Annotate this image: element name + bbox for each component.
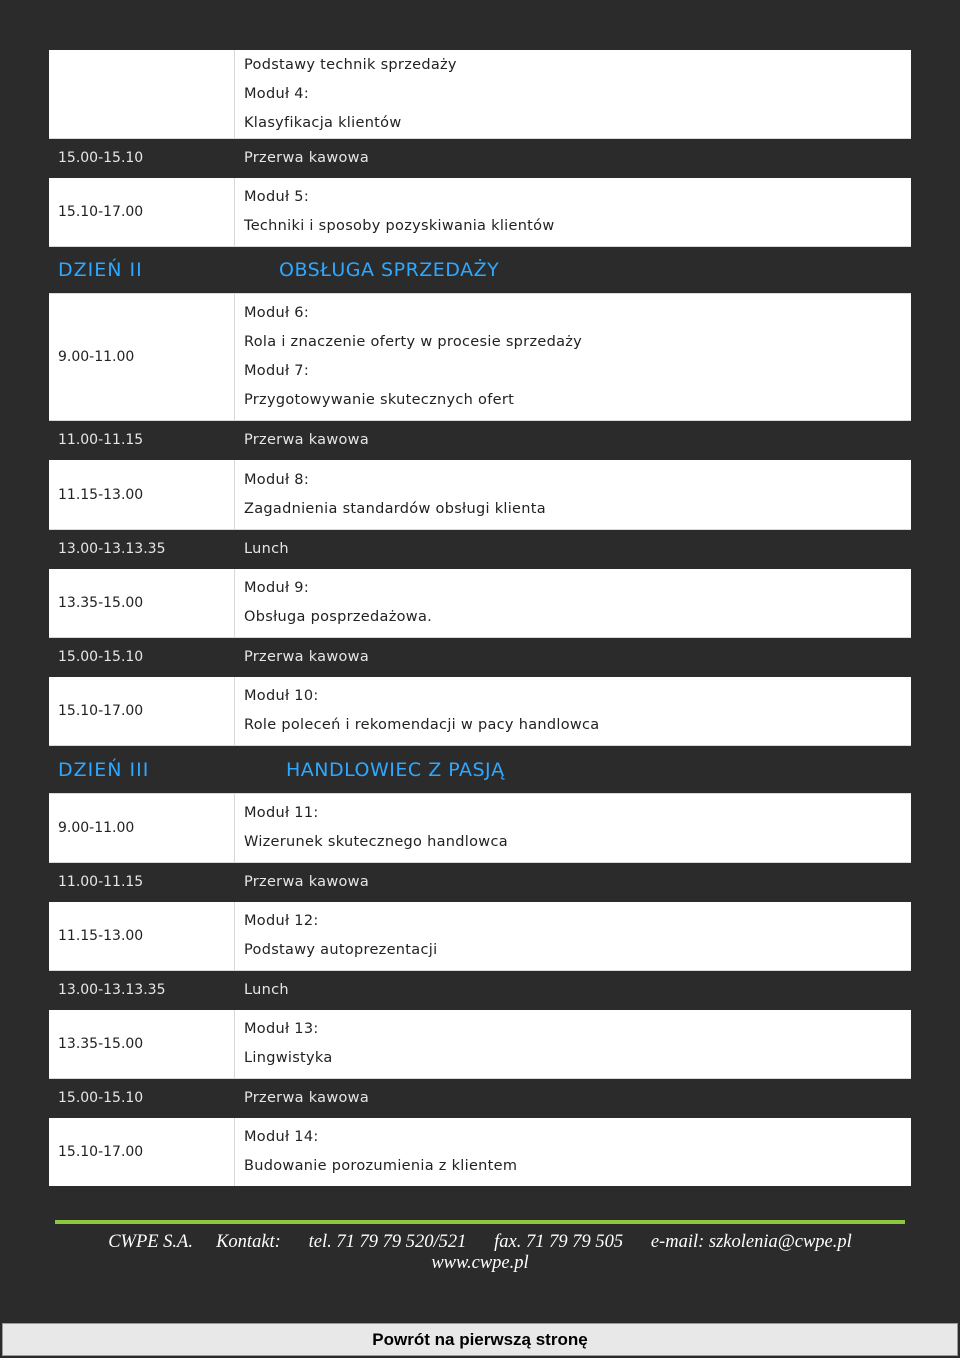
session-cell bbox=[235, 460, 911, 529]
session-cell bbox=[235, 863, 911, 901]
footer bbox=[0, 1232, 960, 1274]
day-label: DZIEŃ II bbox=[58, 259, 143, 281]
break-row bbox=[49, 530, 911, 569]
session-row bbox=[49, 460, 911, 530]
time-cell: 15.10-17.00 bbox=[49, 178, 235, 246]
session-cell bbox=[235, 971, 911, 1009]
footer-company: CWPE S.A. bbox=[108, 1232, 193, 1252]
session-line: Moduł 4: bbox=[244, 85, 310, 102]
home-link-button[interactable]: Powrót na pierwszą stronę bbox=[2, 1323, 958, 1356]
session-row bbox=[49, 50, 911, 139]
session-cell bbox=[235, 294, 911, 420]
session-cell bbox=[235, 677, 911, 745]
session-line: Klasyfikacja klientów bbox=[244, 114, 402, 131]
session-line: Moduł 7: bbox=[244, 363, 310, 379]
session-line: Podstawy technik sprzedaży bbox=[244, 56, 457, 73]
session-cell bbox=[235, 794, 911, 862]
time-cell: 9.00-11.00 bbox=[49, 294, 235, 420]
session-line: Obsługa posprzedażowa. bbox=[244, 609, 433, 625]
footer-divider bbox=[55, 1220, 905, 1224]
time-cell: 15.00-15.10 bbox=[58, 150, 144, 166]
footer-contact-label: Kontakt: bbox=[216, 1232, 281, 1252]
break-row bbox=[49, 139, 911, 178]
time-cell: 13.00-13.13.35 bbox=[58, 541, 166, 557]
session-line: Moduł 8: bbox=[244, 471, 310, 488]
time-cell: 9.00-11.00 bbox=[49, 794, 235, 862]
break-label: Przerwa kawowa bbox=[244, 648, 370, 665]
session-row bbox=[49, 794, 911, 863]
session-cell bbox=[235, 178, 911, 246]
session-line: Przygotowywanie skutecznych ofert bbox=[244, 392, 515, 408]
session-line: Moduł 10: bbox=[244, 688, 319, 704]
break-label: Przerwa kawowa bbox=[244, 149, 370, 166]
day-title: OBSŁUGA SPRZEDAŻY bbox=[279, 259, 500, 281]
session-line: Moduł 5: bbox=[244, 189, 310, 205]
footer-fax: fax. 71 79 79 505 bbox=[494, 1232, 624, 1252]
break-row bbox=[49, 638, 911, 677]
day-title: HANDLOWIEC Z PASJĄ bbox=[286, 758, 505, 781]
session-cell bbox=[235, 50, 911, 138]
session-line: Zagadnienia standardów obsługi klienta bbox=[244, 500, 546, 517]
session-line: Wizerunek skutecznego handlowca bbox=[244, 834, 508, 850]
session-cell bbox=[235, 421, 911, 459]
time-cell: 15.10-17.00 bbox=[49, 1118, 235, 1186]
time-cell: 11.00-11.15 bbox=[58, 874, 144, 890]
session-line: Moduł 9: bbox=[244, 580, 310, 596]
break-row bbox=[49, 1079, 911, 1118]
time-cell: 13.35-15.00 bbox=[49, 1010, 235, 1078]
session-cell bbox=[235, 1010, 911, 1078]
time-cell bbox=[49, 50, 235, 138]
session-row bbox=[49, 902, 911, 971]
break-label: Przerwa kawowa bbox=[244, 1089, 370, 1106]
time-cell: 15.10-17.00 bbox=[49, 677, 235, 745]
day-header-row bbox=[49, 247, 911, 294]
time-cell: 13.00-13.13.35 bbox=[58, 982, 166, 998]
break-row bbox=[49, 863, 911, 902]
time-cell: 15.00-15.10 bbox=[58, 649, 144, 665]
time-cell: 11.15-13.00 bbox=[49, 902, 235, 970]
time-cell: 13.35-15.00 bbox=[49, 569, 235, 637]
time-cell: 11.00-11.15 bbox=[58, 432, 144, 448]
break-row bbox=[49, 421, 911, 460]
session-line: Role poleceń i rekomendacji w pacy handlowca bbox=[244, 717, 600, 733]
time-cell: 15.00-15.10 bbox=[58, 1090, 144, 1106]
session-row bbox=[49, 178, 911, 247]
session-cell bbox=[235, 569, 911, 637]
session-line: Lingwistyka bbox=[244, 1050, 333, 1066]
session-line: Moduł 11: bbox=[244, 805, 319, 821]
session-line: Moduł 13: bbox=[244, 1021, 319, 1037]
session-cell bbox=[235, 902, 911, 970]
footer-tel: tel. 71 79 79 520/521 bbox=[308, 1232, 467, 1252]
session-row bbox=[49, 677, 911, 746]
schedule-table bbox=[49, 50, 911, 1186]
session-row bbox=[49, 569, 911, 638]
break-label: Lunch bbox=[244, 981, 289, 998]
session-line: Budowanie porozumienia z klientem bbox=[244, 1158, 518, 1174]
footer-email: e-mail: szkolenia@cwpe.pl bbox=[650, 1232, 852, 1252]
session-cell bbox=[235, 746, 911, 793]
session-row bbox=[49, 1010, 911, 1079]
session-cell bbox=[235, 1118, 911, 1186]
session-line: Rola i znaczenie oferty w procesie sprzedaży bbox=[244, 334, 583, 350]
break-row bbox=[49, 971, 911, 1010]
session-cell bbox=[235, 530, 911, 568]
session-line: Podstawy autoprezentacji bbox=[244, 942, 438, 958]
time-cell: 11.15-13.00 bbox=[49, 460, 235, 529]
session-cell bbox=[235, 638, 911, 676]
session-line: Moduł 14: bbox=[244, 1129, 319, 1145]
session-line: Techniki i sposoby pozyskiwania klientów bbox=[244, 218, 555, 234]
session-row bbox=[49, 1118, 911, 1186]
footer-website: www.cwpe.pl bbox=[431, 1253, 529, 1273]
session-cell bbox=[235, 1079, 911, 1117]
session-row bbox=[49, 294, 911, 421]
session-cell bbox=[235, 139, 911, 177]
session-cell bbox=[235, 247, 911, 293]
day-label: DZIEŃ III bbox=[58, 758, 150, 781]
session-line: Moduł 12: bbox=[244, 913, 319, 929]
break-label: Przerwa kawowa bbox=[244, 431, 370, 448]
break-label: Przerwa kawowa bbox=[244, 873, 370, 890]
break-label: Lunch bbox=[244, 540, 289, 557]
session-line: Moduł 6: bbox=[244, 305, 310, 321]
day-header-row bbox=[49, 746, 911, 794]
